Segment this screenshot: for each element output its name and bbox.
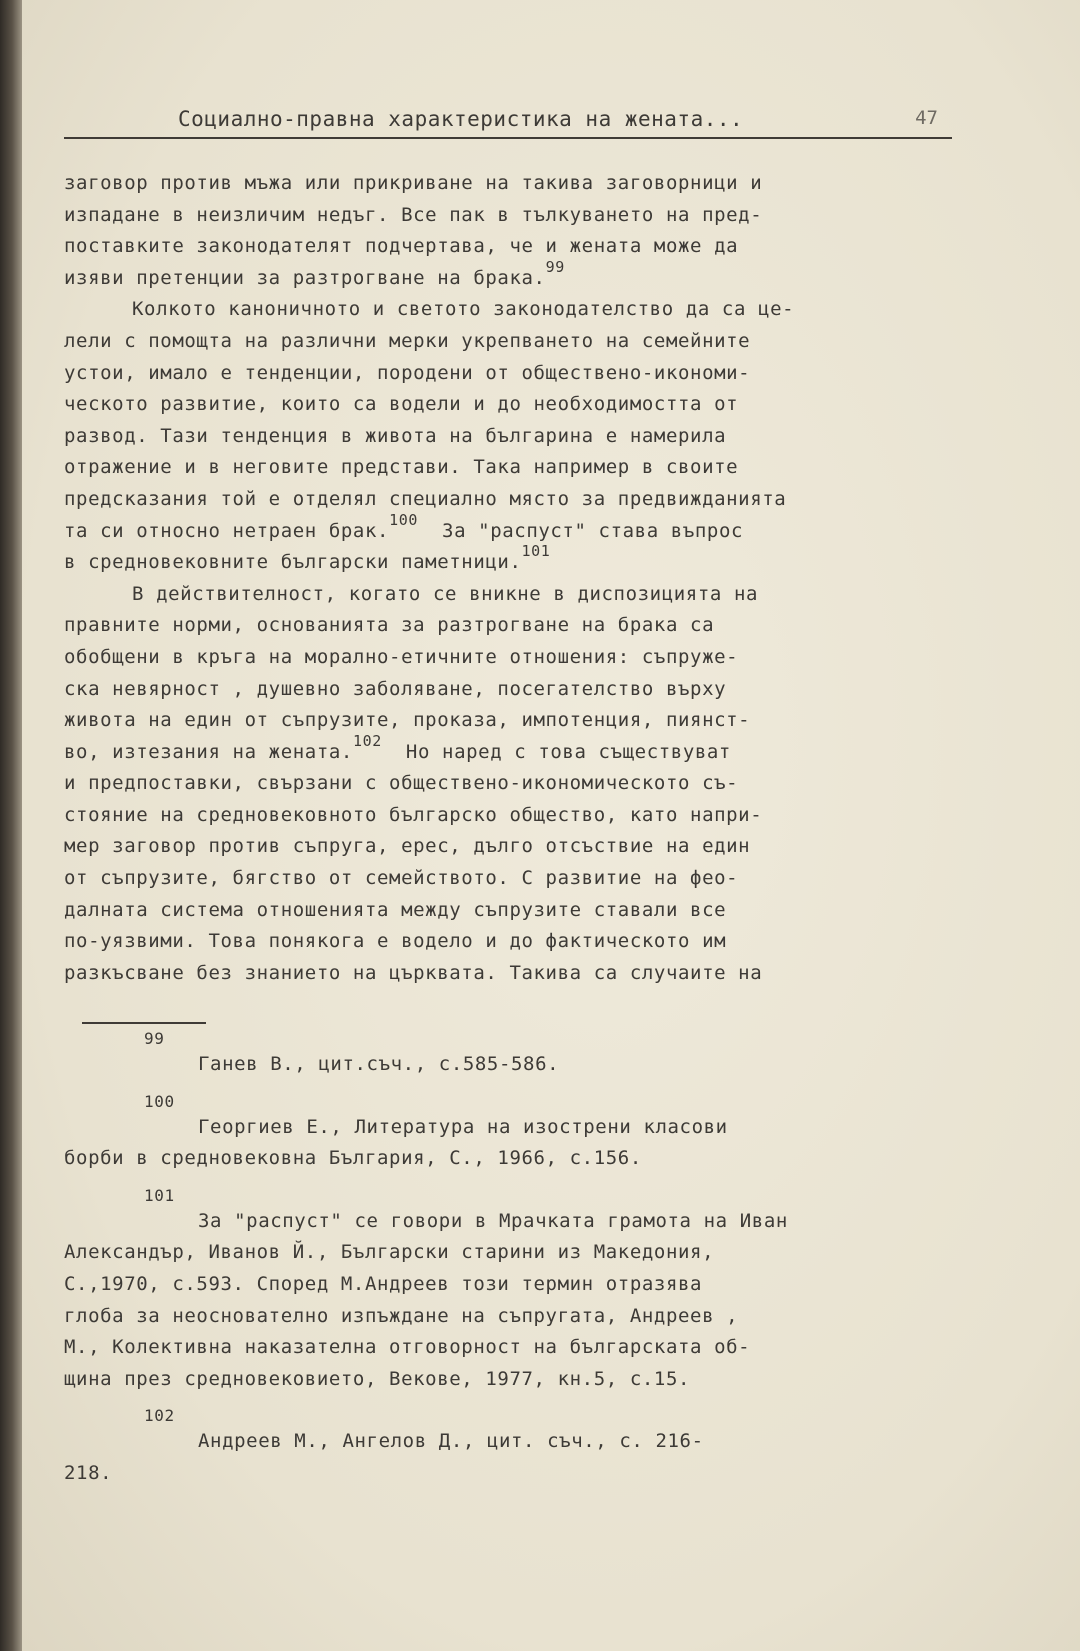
footnote-text: 218. — [64, 1461, 113, 1484]
footnote-text: Александър, Иванов Й., Български старини из Македония, — [64, 1241, 715, 1264]
body-line — [64, 831, 964, 863]
running-header-title: Социално-правна характеристика на жената... — [178, 107, 744, 131]
body-line-text: далната система отношенията между съпрузите ставали все — [64, 898, 727, 921]
body-line — [64, 294, 964, 326]
body-line — [64, 958, 964, 990]
body-line — [64, 895, 964, 927]
body-line-text: разкъсване без знанието на църквата. Такива са случаите на — [64, 961, 763, 984]
footnote-reference: 99 — [545, 257, 565, 276]
body-line-text: по-уязвими. Това понякога е водело и до фактическото им — [64, 930, 727, 953]
footnote-number: 99 — [144, 1029, 165, 1048]
footnote — [64, 1028, 964, 1081]
body-line — [64, 674, 964, 706]
footnote-text: глоба за неоснователно изпъждане на съпругата, Андреев , — [64, 1304, 739, 1327]
body-line — [64, 705, 964, 737]
footnote-reference: 101 — [521, 542, 551, 561]
footnote-reference: 102 — [352, 731, 382, 750]
footnote — [64, 1405, 964, 1489]
footnote-text: Ганев В., цит.съч., с.585-586. — [198, 1053, 560, 1075]
body-line-text: обобщени в кръга на морално-етичните отношения: съпруже- — [64, 645, 739, 668]
body-line-text: и предпоставки, свързани с обществено-икономическото съ- — [64, 772, 739, 795]
footnote-text: М., Колективна наказателна отговорност на българската об- — [64, 1336, 751, 1359]
body-line — [64, 168, 964, 200]
body-line-text: Колкото каноничното и светото законодателство да са це- — [132, 298, 795, 321]
footnote — [64, 1185, 964, 1396]
footnotes — [64, 1018, 964, 1490]
body-line-text: изяви претенции за разтрогване на брака. — [64, 266, 546, 289]
footnote-text: За "распуст" се говори в Мрачката грамота на Иван — [198, 1209, 788, 1232]
body-line-text: предсказания той е отделял специално място за предвижданията — [64, 487, 787, 510]
footnote-number: 100 — [144, 1091, 175, 1111]
body-line-text: За "распуст" става въпрос — [417, 519, 744, 542]
body-line — [64, 421, 964, 453]
body-line-text: мер заговор против съпруга, ерес, дълго отсъствие на един — [64, 835, 751, 858]
footnote-reference: 100 — [389, 510, 418, 529]
footnote-text: Андреев М., Ангелов Д., цит. съч., с. 216- — [198, 1430, 704, 1453]
body-line — [64, 863, 964, 895]
page-number: 47 — [915, 107, 938, 129]
body-line — [64, 389, 964, 421]
body-line-text: устои, имало е тенденции, породени от обществено-икономи- — [64, 361, 751, 384]
body-line — [64, 452, 964, 484]
footnote — [64, 1091, 964, 1175]
body-text — [64, 168, 964, 989]
body-line-text: В действителност, когато се вникне в диспозицията на — [132, 582, 759, 605]
body-line-text: изпадане в неизличим недъг. Все пак в тълкуването на пред- — [64, 203, 763, 226]
body-line-text: Но наред с това съществуват — [381, 740, 731, 763]
body-line-text: от съпрузите, бягство от семейството. С развитие на фео- — [64, 867, 739, 890]
body-line-text: лели с помощта на различни мерки укрепването на семейните — [64, 329, 751, 352]
body-line — [64, 231, 964, 263]
body-line — [64, 326, 964, 358]
body-line-text: стояние на средновековното българско общество, като напри- — [64, 803, 763, 826]
body-line — [64, 731, 964, 769]
body-line — [64, 484, 964, 516]
body-line-text: заговор против мъжа или прикриване на такива заговорници и — [64, 172, 763, 194]
body-line — [64, 542, 964, 579]
running-header — [64, 103, 952, 139]
body-line-text: ска невярност , душевно заболяване, посегателство върху — [64, 677, 727, 700]
body-line-text: живота на един от съпрузите, проказа, импотенция, пиянст- — [64, 709, 751, 732]
footnote-number: 101 — [144, 1185, 175, 1205]
body-line — [64, 510, 964, 548]
body-line — [64, 257, 964, 295]
footnote-text: щина през средновековието, Векове, 1977, кн.5, с.15. — [64, 1367, 691, 1390]
book-binding-edge — [0, 0, 22, 1651]
body-line — [64, 579, 964, 611]
footnote-text: Георгиев Е., Литература на изострени класови — [198, 1115, 728, 1138]
body-line — [64, 200, 964, 232]
body-line-text: в средновековните български паметници. — [64, 551, 522, 574]
footnote-text: борби в средновековна България, С., 1966, с.156. — [64, 1147, 642, 1170]
footnote-text: С.,1970, с.593. Според М.Андреев този термин отразява — [64, 1272, 703, 1295]
footnote-number: 102 — [144, 1406, 175, 1426]
body-line-text: правните норми, основанията за разтрогване на брака са — [64, 614, 715, 637]
body-line — [64, 358, 964, 390]
body-line — [64, 610, 964, 642]
body-line — [64, 800, 964, 832]
body-line — [64, 642, 964, 674]
body-line-text: отражение и в неговите представи. Така например в своите — [64, 456, 739, 479]
body-line-text: развод. Тази тенденция в живота на българина е намерила — [64, 424, 727, 447]
body-line — [64, 926, 964, 958]
body-line-text: ческото развитие, които са водели и до необходимостта от — [64, 393, 739, 416]
body-line-text: та си относно нетраен брак. — [64, 519, 390, 542]
body-line-text: поставките законодателят подчертава, че и жената може да — [64, 235, 739, 258]
body-line-text: во, изтезания на жената. — [64, 740, 353, 763]
body-line — [64, 768, 964, 800]
